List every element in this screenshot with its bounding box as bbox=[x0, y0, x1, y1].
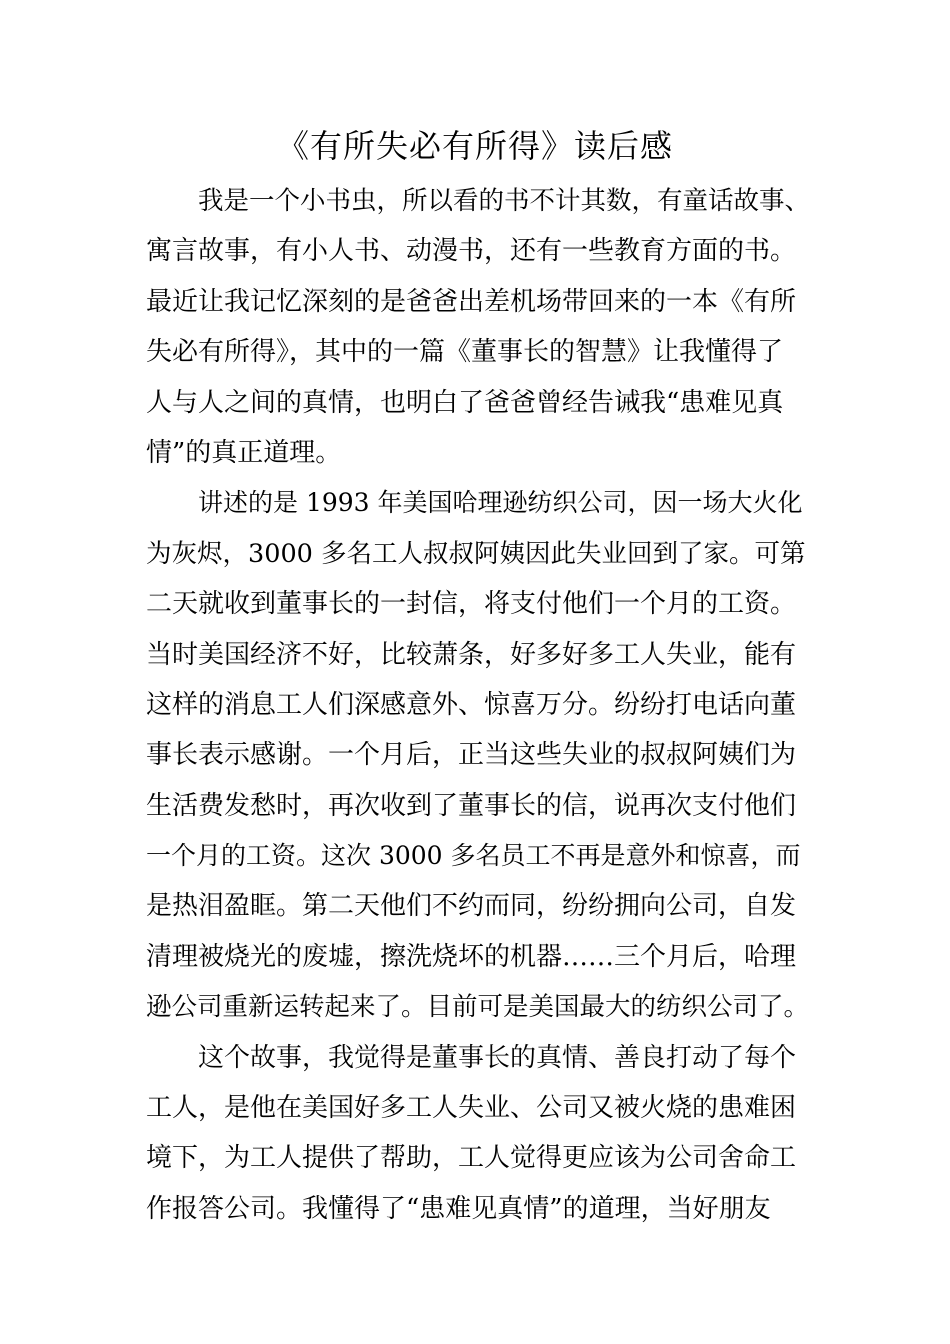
text-line: 讲述的是 1993 年美国哈理逊纺织公司，因一场大火化 bbox=[198, 488, 803, 518]
text-line: 失必有所得》，其中的一篇《董事长的智慧》让我懂得了 bbox=[146, 337, 784, 368]
text-line: 这样的消息工人们深感意外、惊喜万分。纷纷打电话向董 bbox=[146, 689, 797, 720]
text-line: 为灰烬，3000 多名工人叔叔阿姨因此失业回到了家。可第 bbox=[146, 538, 806, 569]
text-line: 作报答公司。我懂得了“患难见真情”的道理，当好朋友 bbox=[146, 1193, 771, 1224]
text-line: 生活费发愁时，再次收到了董事长的信，说再次支付他们 bbox=[146, 790, 797, 821]
text-line: 工人，是他在美国好多工人失业、公司又被火烧的患难困 bbox=[146, 1093, 797, 1124]
text-line: 我是一个小书虫，所以看的书不计其数，有童话故事、 bbox=[198, 186, 811, 216]
text-line: 事长表示感谢。一个月后，正当这些失业的叔叔阿姨们为 bbox=[146, 740, 797, 771]
document-body bbox=[146, 176, 810, 1234]
text-line: 情”的真正道理。 bbox=[146, 437, 342, 468]
text-line: 这个故事，我觉得是董事长的真情、善良打动了每个 bbox=[198, 1042, 797, 1073]
text-line: 清理被烧光的废墟，擦洗烧坏的机器……三个月后，哈理 bbox=[146, 941, 797, 972]
text-line: 二天就收到董事长的一封信，将支付他们一个月的工资。 bbox=[146, 589, 797, 620]
text-line: 寓言故事，有小人书、动漫书，还有一些教育方面的书。 bbox=[146, 236, 797, 267]
text-line: 是热泪盈眶。第二天他们不约而同，纷纷拥向公司，自发 bbox=[146, 891, 797, 922]
text-line: 当时美国经济不好，比较萧条，好多好多工人失业，能有 bbox=[146, 639, 797, 670]
text-line: 逊公司重新运转起来了。目前可是美国最大的纺织公司了。 bbox=[146, 992, 810, 1023]
text-line: 境下，为工人提供了帮助，工人觉得更应该为公司舍命工 bbox=[146, 1143, 797, 1174]
text-line: 一个月的工资。这次 3000 多名员工不再是意外和惊喜，而 bbox=[146, 841, 801, 871]
text-line: 人与人之间的真情，也明白了爸爸曾经告诫我“患难见真 bbox=[146, 387, 784, 418]
text-line: 最近让我记忆深刻的是爸爸出差机场带回来的一本《有所 bbox=[146, 286, 797, 317]
document-title: 《有所失必有所得》读后感 bbox=[276, 127, 673, 165]
